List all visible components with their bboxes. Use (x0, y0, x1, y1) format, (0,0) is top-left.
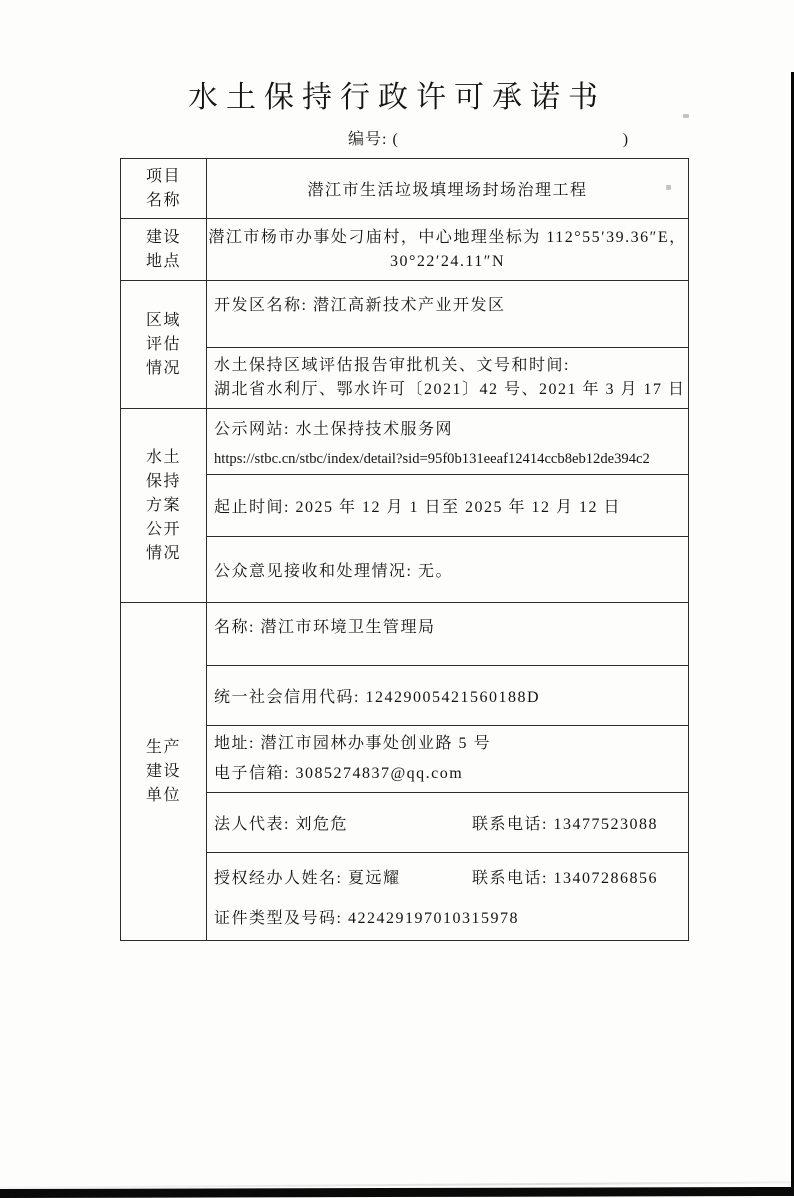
cell-public-opinion: 公众意见接收和处理情况: 无。 (207, 537, 689, 603)
cell-agent-id (207, 853, 689, 941)
header-regional-eval (121, 281, 207, 409)
agent-pair (214, 865, 688, 888)
table-row-org-name (121, 603, 689, 666)
cell-project-name: 潜江市生活垃圾填埋场封场治理工程 (207, 159, 689, 219)
cell-eval-approval (207, 348, 689, 409)
table-row-legal-rep (121, 793, 689, 853)
header-producer (121, 603, 207, 941)
eval-approval-line-1: 水土保持区域评估报告审批机关、文号和时间: (214, 357, 570, 374)
email-text: 电子信箱: 3085274837@qq.com (214, 765, 464, 782)
header-line: 方案 (145, 496, 181, 514)
scan-speck (683, 114, 689, 118)
header-line: 保持 (145, 472, 181, 490)
devzone-name-text: 开发区名称: 潜江高新技术产业开发区 (214, 296, 506, 314)
cell-location (207, 219, 689, 281)
header-line: 水土 (145, 448, 181, 466)
cell-devzone-name (207, 281, 689, 348)
header-line: 情况 (145, 359, 181, 377)
org-name-text: 名称: 潜江市环境卫生管理局 (214, 618, 436, 636)
header-line: 区域 (145, 311, 181, 329)
cell-credit-code: 统一社会信用代码: 12429005421560188D (207, 666, 689, 726)
table-row-agent (121, 853, 689, 941)
agent-name-text: 授权经办人姓名: 夏远耀 (214, 870, 401, 887)
cell-publicity-period: 起止时间: 2025 年 12 月 1 日至 2025 年 12 月 12 日 (207, 475, 689, 537)
publicity-site-text: 公示网站: 水土保持技术服务网 (214, 420, 453, 438)
permit-form-table (120, 158, 689, 941)
serial-close-paren: ) (622, 131, 630, 148)
header-line: 名称 (145, 191, 181, 209)
header-location (121, 219, 207, 281)
table-row-devzone (121, 281, 689, 348)
header-project-name (121, 159, 207, 219)
header-line: 公开 (145, 520, 181, 538)
scan-speck (666, 185, 671, 190)
header-line: 情况 (145, 544, 181, 562)
cell-legal-rep (207, 793, 689, 853)
document-title: 水土保持行政许可承诺书 (188, 81, 606, 114)
cell-org-name (207, 603, 689, 666)
table-row-public-opinion (121, 537, 689, 603)
header-line: 建设 (145, 762, 181, 780)
header-line: 地点 (145, 252, 181, 270)
publicity-url: https://stbc.cn/stbc/index/detail?sid=95f0b131eeaf12414ccb8eb12de394c2 (214, 450, 650, 467)
header-line: 单位 (145, 786, 181, 804)
address-text: 地址: 潜江市园林办事处创业路 5 号 (214, 735, 491, 752)
table-row-publicity-period (121, 475, 689, 537)
legal-rep-pair (214, 811, 688, 834)
legal-rep-phone: 联系电话: 13477523088 (472, 816, 658, 833)
eval-approval-line-2: 湖北省水利厅、鄂水许可〔2021〕42 号、2021 年 3 月 17 日 (214, 381, 686, 398)
serial-label: 编号: ( (348, 131, 399, 148)
serial-number-line (348, 129, 794, 149)
header-line: 建设 (145, 228, 181, 246)
scanned-document-page (0, 72, 794, 1195)
table-row-publicity-site (121, 409, 689, 475)
location-line-2: 30°22′24.11″N (389, 252, 506, 270)
id-number-text: 证件类型及号码: 422429197010315978 (214, 910, 519, 927)
table-row-eval-approval (121, 348, 689, 409)
table-row-address-email (121, 726, 689, 793)
cell-address-email (207, 726, 689, 793)
cell-publicity-site (207, 409, 689, 475)
header-line: 生产 (145, 738, 181, 756)
header-line: 项目 (145, 167, 181, 185)
location-line-1: 潜江市杨市办事处刁庙村，中心地理坐标为 112°55′39.36″E， (208, 228, 687, 246)
table-row-location (121, 219, 689, 281)
agent-phone: 联系电话: 13407286856 (472, 870, 658, 887)
header-line: 评估 (145, 335, 181, 353)
table-row-project-name (121, 159, 689, 219)
header-plan-publicity (121, 409, 207, 603)
table-row-credit-code (121, 666, 689, 726)
legal-rep-text: 法人代表: 刘危危 (214, 816, 348, 833)
scan-bottom-edge (0, 1187, 794, 1198)
